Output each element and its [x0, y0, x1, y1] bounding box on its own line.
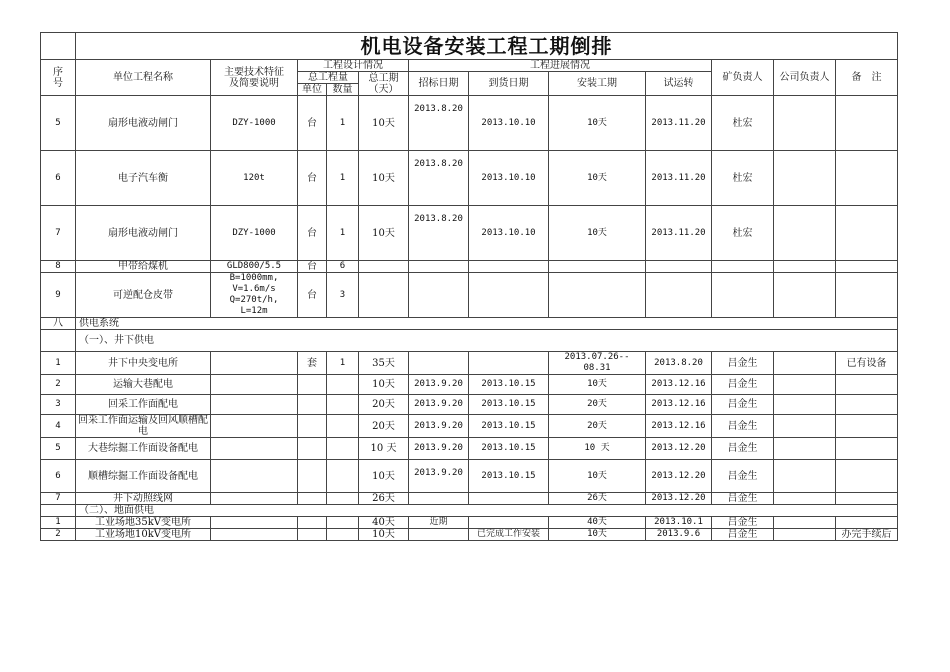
- row-unit-name: 甲带给煤机: [76, 261, 211, 273]
- row-arrival-date: [469, 352, 549, 375]
- row-unit: 台: [298, 261, 327, 273]
- row-unit: [298, 375, 327, 395]
- row-remarks: [836, 206, 898, 261]
- row-trial-run: [646, 261, 712, 273]
- row-company-owner: [774, 96, 836, 151]
- row-unit-name: 工业场地35kV变电所: [76, 517, 211, 529]
- row-install-period: 10天: [549, 206, 646, 261]
- row-trial-run: 2013.12.20: [646, 460, 712, 493]
- row-spec: B=1000mm, V=1.6m/s Q=270t/h, L=12m: [211, 273, 298, 318]
- row-remarks: [836, 438, 898, 460]
- header-arrival-date: 到货日期: [469, 72, 549, 96]
- row-unit: [298, 493, 327, 505]
- row-install-period: 20天: [549, 415, 646, 438]
- row-unit: 台: [298, 273, 327, 318]
- row-arrival-date: 2013.10.15: [469, 395, 549, 415]
- header-qty: 数量: [327, 84, 359, 96]
- row-spec: [211, 395, 298, 415]
- row-company-owner: [774, 273, 836, 318]
- row-qty: 6: [327, 261, 359, 273]
- row-unit: [298, 517, 327, 529]
- row-remarks: [836, 493, 898, 505]
- row-seq: 6: [41, 460, 76, 493]
- row-trial-run: 2013.10.1: [646, 517, 712, 529]
- row-company-owner: [774, 395, 836, 415]
- row-unit-name: 回采工作面运输及回风顺槽配电: [76, 415, 211, 438]
- row-unit-name: 工业场地10kV变电所: [76, 529, 211, 541]
- header-total-qty: 总工程量: [298, 72, 359, 84]
- row-seq: 7: [41, 206, 76, 261]
- row-remarks: [836, 96, 898, 151]
- row-mine-owner: [712, 261, 774, 273]
- schedule-table: [40, 32, 898, 541]
- row-total-period: 10天: [359, 375, 409, 395]
- row-remarks: 办完手续后: [836, 529, 898, 541]
- row-trial-run: 2013.11.20: [646, 206, 712, 261]
- row-seq: 6: [41, 151, 76, 206]
- row-qty: [327, 415, 359, 438]
- row-mine-owner: 吕金生: [712, 415, 774, 438]
- header-design: 工程设计情况: [298, 60, 409, 72]
- table-row: [41, 206, 898, 261]
- row-unit-name: 井下中央变电所: [76, 352, 211, 375]
- table-row: [41, 261, 898, 273]
- row-remarks: [836, 517, 898, 529]
- row-company-owner: [774, 352, 836, 375]
- row-seq: 4: [41, 415, 76, 438]
- row-remarks: 已有设备: [836, 352, 898, 375]
- row-spec: GLD800/5.5: [211, 261, 298, 273]
- section-label: 供电系统: [76, 318, 898, 330]
- row-spec: DZY-1000: [211, 96, 298, 151]
- section-seq: [41, 330, 76, 352]
- row-mine-owner: 杜宏: [712, 151, 774, 206]
- row-arrival-date: 2013.10.15: [469, 438, 549, 460]
- row-company-owner: [774, 517, 836, 529]
- row-mine-owner: 吕金生: [712, 375, 774, 395]
- row-total-period: 10天: [359, 206, 409, 261]
- row-unit-name: 运输大巷配电: [76, 375, 211, 395]
- row-seq: 7: [41, 493, 76, 505]
- row-mine-owner: [712, 273, 774, 318]
- row-bid-date: [409, 493, 469, 505]
- row-mine-owner: 吕金生: [712, 460, 774, 493]
- row-spec: [211, 460, 298, 493]
- row-trial-run: 2013.12.16: [646, 395, 712, 415]
- row-seq: 3: [41, 395, 76, 415]
- row-bid-date: 近期: [409, 517, 469, 529]
- table-row: [41, 96, 898, 151]
- row-company-owner: [774, 415, 836, 438]
- section-label: （二）、地面供电: [76, 505, 898, 517]
- row-trial-run: 2013.12.20: [646, 493, 712, 505]
- section-label: （一）、井下供电: [76, 330, 898, 352]
- row-trial-run: 2013.9.6: [646, 529, 712, 541]
- row-arrival-date: [469, 273, 549, 318]
- row-company-owner: [774, 206, 836, 261]
- row-total-period: 20天: [359, 395, 409, 415]
- row-bid-date: 2013.9.20: [409, 375, 469, 395]
- row-qty: 1: [327, 96, 359, 151]
- row-arrival-date: [469, 261, 549, 273]
- row-remarks: [836, 375, 898, 395]
- row-spec: [211, 517, 298, 529]
- header-remarks: 备 注: [836, 60, 898, 96]
- row-qty: 1: [327, 352, 359, 375]
- row-bid-date: 2013.9.20: [409, 415, 469, 438]
- row-seq: 2: [41, 375, 76, 395]
- row-qty: 1: [327, 151, 359, 206]
- row-trial-run: 2013.11.20: [646, 96, 712, 151]
- row-install-period: 10天: [549, 460, 646, 493]
- row-install-period: 10 天: [549, 438, 646, 460]
- row-install-period: 10天: [549, 96, 646, 151]
- row-total-period: 26天: [359, 493, 409, 505]
- row-company-owner: [774, 438, 836, 460]
- row-total-period: 10天: [359, 460, 409, 493]
- row-qty: [327, 395, 359, 415]
- row-mine-owner: 吕金生: [712, 493, 774, 505]
- row-company-owner: [774, 375, 836, 395]
- row-arrival-date: 2013.10.10: [469, 96, 549, 151]
- row-seq: 9: [41, 273, 76, 318]
- row-unit: [298, 529, 327, 541]
- row-unit-name: 扇形电液动闸门: [76, 206, 211, 261]
- row-bid-date: [409, 273, 469, 318]
- row-arrival-date: 已完成工作安装: [469, 529, 549, 541]
- header-trial-run: 试运转: [646, 72, 712, 96]
- row-spec: DZY-1000: [211, 206, 298, 261]
- table-row: [41, 529, 898, 541]
- row-qty: [327, 460, 359, 493]
- row-install-period: [549, 273, 646, 318]
- row-unit-name: 电子汽车衡: [76, 151, 211, 206]
- row-unit: [298, 438, 327, 460]
- row-trial-run: 2013.12.16: [646, 375, 712, 395]
- row-install-period: 20天: [549, 395, 646, 415]
- row-unit-name: 井下动照线网: [76, 493, 211, 505]
- row-unit-name: 回采工作面配电: [76, 395, 211, 415]
- header-unit-name: 单位工程名称: [76, 60, 211, 96]
- row-arrival-date: 2013.10.15: [469, 415, 549, 438]
- row-spec: [211, 352, 298, 375]
- row-arrival-date: 2013.10.10: [469, 151, 549, 206]
- row-seq: 5: [41, 438, 76, 460]
- table-row: [41, 375, 898, 395]
- row-total-period: 10天: [359, 529, 409, 541]
- row-spec: [211, 529, 298, 541]
- row-qty: [327, 493, 359, 505]
- row-remarks: [836, 460, 898, 493]
- row-qty: 3: [327, 273, 359, 318]
- row-trial-run: 2013.12.20: [646, 438, 712, 460]
- row-bid-date: 2013.8.20: [409, 96, 469, 151]
- row-unit: [298, 460, 327, 493]
- row-bid-date: 2013.9.20: [409, 438, 469, 460]
- row-unit: 台: [298, 206, 327, 261]
- row-spec: [211, 493, 298, 505]
- subsection-row-underground: [41, 330, 898, 352]
- table-row: [41, 395, 898, 415]
- row-bid-date: 2013.9.20: [409, 395, 469, 415]
- row-spec: [211, 375, 298, 395]
- row-unit-name: 扇形电液动闸门: [76, 96, 211, 151]
- row-total-period: 40天: [359, 517, 409, 529]
- row-company-owner: [774, 493, 836, 505]
- corner-cell: [41, 33, 76, 60]
- table-row: [41, 151, 898, 206]
- row-install-period: [549, 261, 646, 273]
- table-row: [41, 352, 898, 375]
- row-total-period: [359, 273, 409, 318]
- table-row: [41, 438, 898, 460]
- row-arrival-date: 2013.10.15: [469, 460, 549, 493]
- row-seq: 1: [41, 352, 76, 375]
- section-row-power-supply: [41, 318, 898, 330]
- row-bid-date: [409, 529, 469, 541]
- row-install-period: 2013.07.26-- 08.31: [549, 352, 646, 375]
- row-unit: [298, 395, 327, 415]
- row-seq: 2: [41, 529, 76, 541]
- row-mine-owner: 吕金生: [712, 529, 774, 541]
- row-install-period: 10天: [549, 375, 646, 395]
- row-unit: 台: [298, 151, 327, 206]
- row-mine-owner: 杜宏: [712, 96, 774, 151]
- header-seq: 序 号: [41, 60, 76, 96]
- row-install-period: 26天: [549, 493, 646, 505]
- header-mine-owner: 矿负责人: [712, 60, 774, 96]
- row-total-period: 10 天: [359, 438, 409, 460]
- table-row: [41, 415, 898, 438]
- table-row: [41, 517, 898, 529]
- header-total-period: 总工期 （天）: [359, 72, 409, 96]
- row-qty: [327, 517, 359, 529]
- row-total-period: [359, 261, 409, 273]
- row-mine-owner: 吕金生: [712, 517, 774, 529]
- row-install-period: 10天: [549, 529, 646, 541]
- row-total-period: 35天: [359, 352, 409, 375]
- header-unit: 单位: [298, 84, 327, 96]
- page-title: 机电设备安装工程工期倒排: [76, 33, 898, 60]
- row-unit: 套: [298, 352, 327, 375]
- row-bid-date: [409, 261, 469, 273]
- row-spec: 120t: [211, 151, 298, 206]
- row-unit-name: 顺槽综掘工作面设备配电: [76, 460, 211, 493]
- row-trial-run: 2013.8.20: [646, 352, 712, 375]
- row-remarks: [836, 395, 898, 415]
- row-unit-name: 可逆配仓皮带: [76, 273, 211, 318]
- row-install-period: 40天: [549, 517, 646, 529]
- row-company-owner: [774, 261, 836, 273]
- row-bid-date: 2013.9.20: [409, 460, 469, 493]
- row-trial-run: 2013.12.16: [646, 415, 712, 438]
- row-arrival-date: [469, 517, 549, 529]
- row-arrival-date: 2013.10.10: [469, 206, 549, 261]
- header-company-owner: 公司负责人: [774, 60, 836, 96]
- row-total-period: 10天: [359, 96, 409, 151]
- header-install-period: 安装工期: [549, 72, 646, 96]
- header-spec: 主要技术特征 及简要说明: [211, 60, 298, 96]
- row-remarks: [836, 151, 898, 206]
- row-remarks: [836, 273, 898, 318]
- row-mine-owner: 吕金生: [712, 395, 774, 415]
- row-mine-owner: 吕金生: [712, 352, 774, 375]
- row-total-period: 10天: [359, 151, 409, 206]
- subsection-row-surface: [41, 505, 898, 517]
- row-seq: 5: [41, 96, 76, 151]
- row-bid-date: 2013.8.20: [409, 151, 469, 206]
- table-row: [41, 493, 898, 505]
- row-remarks: [836, 261, 898, 273]
- section-seq: 八: [41, 318, 76, 330]
- row-qty: [327, 438, 359, 460]
- row-mine-owner: 吕金生: [712, 438, 774, 460]
- row-qty: [327, 375, 359, 395]
- row-unit-name: 大巷综掘工作面设备配电: [76, 438, 211, 460]
- row-mine-owner: 杜宏: [712, 206, 774, 261]
- header-bid-date: 招标日期: [409, 72, 469, 96]
- row-trial-run: [646, 273, 712, 318]
- row-company-owner: [774, 151, 836, 206]
- row-trial-run: 2013.11.20: [646, 151, 712, 206]
- section-seq: [41, 505, 76, 517]
- row-seq: 1: [41, 517, 76, 529]
- row-bid-date: 2013.8.20: [409, 206, 469, 261]
- row-spec: [211, 415, 298, 438]
- table-row: [41, 273, 898, 318]
- row-unit: [298, 415, 327, 438]
- row-arrival-date: 2013.10.15: [469, 375, 549, 395]
- row-total-period: 20天: [359, 415, 409, 438]
- row-qty: [327, 529, 359, 541]
- row-qty: 1: [327, 206, 359, 261]
- row-unit: 台: [298, 96, 327, 151]
- row-spec: [211, 438, 298, 460]
- table-row: [41, 460, 898, 493]
- row-arrival-date: [469, 493, 549, 505]
- header-progress: 工程进展情况: [409, 60, 712, 72]
- row-install-period: 10天: [549, 151, 646, 206]
- row-company-owner: [774, 529, 836, 541]
- row-bid-date: [409, 352, 469, 375]
- row-company-owner: [774, 460, 836, 493]
- row-seq: 8: [41, 261, 76, 273]
- row-remarks: [836, 415, 898, 438]
